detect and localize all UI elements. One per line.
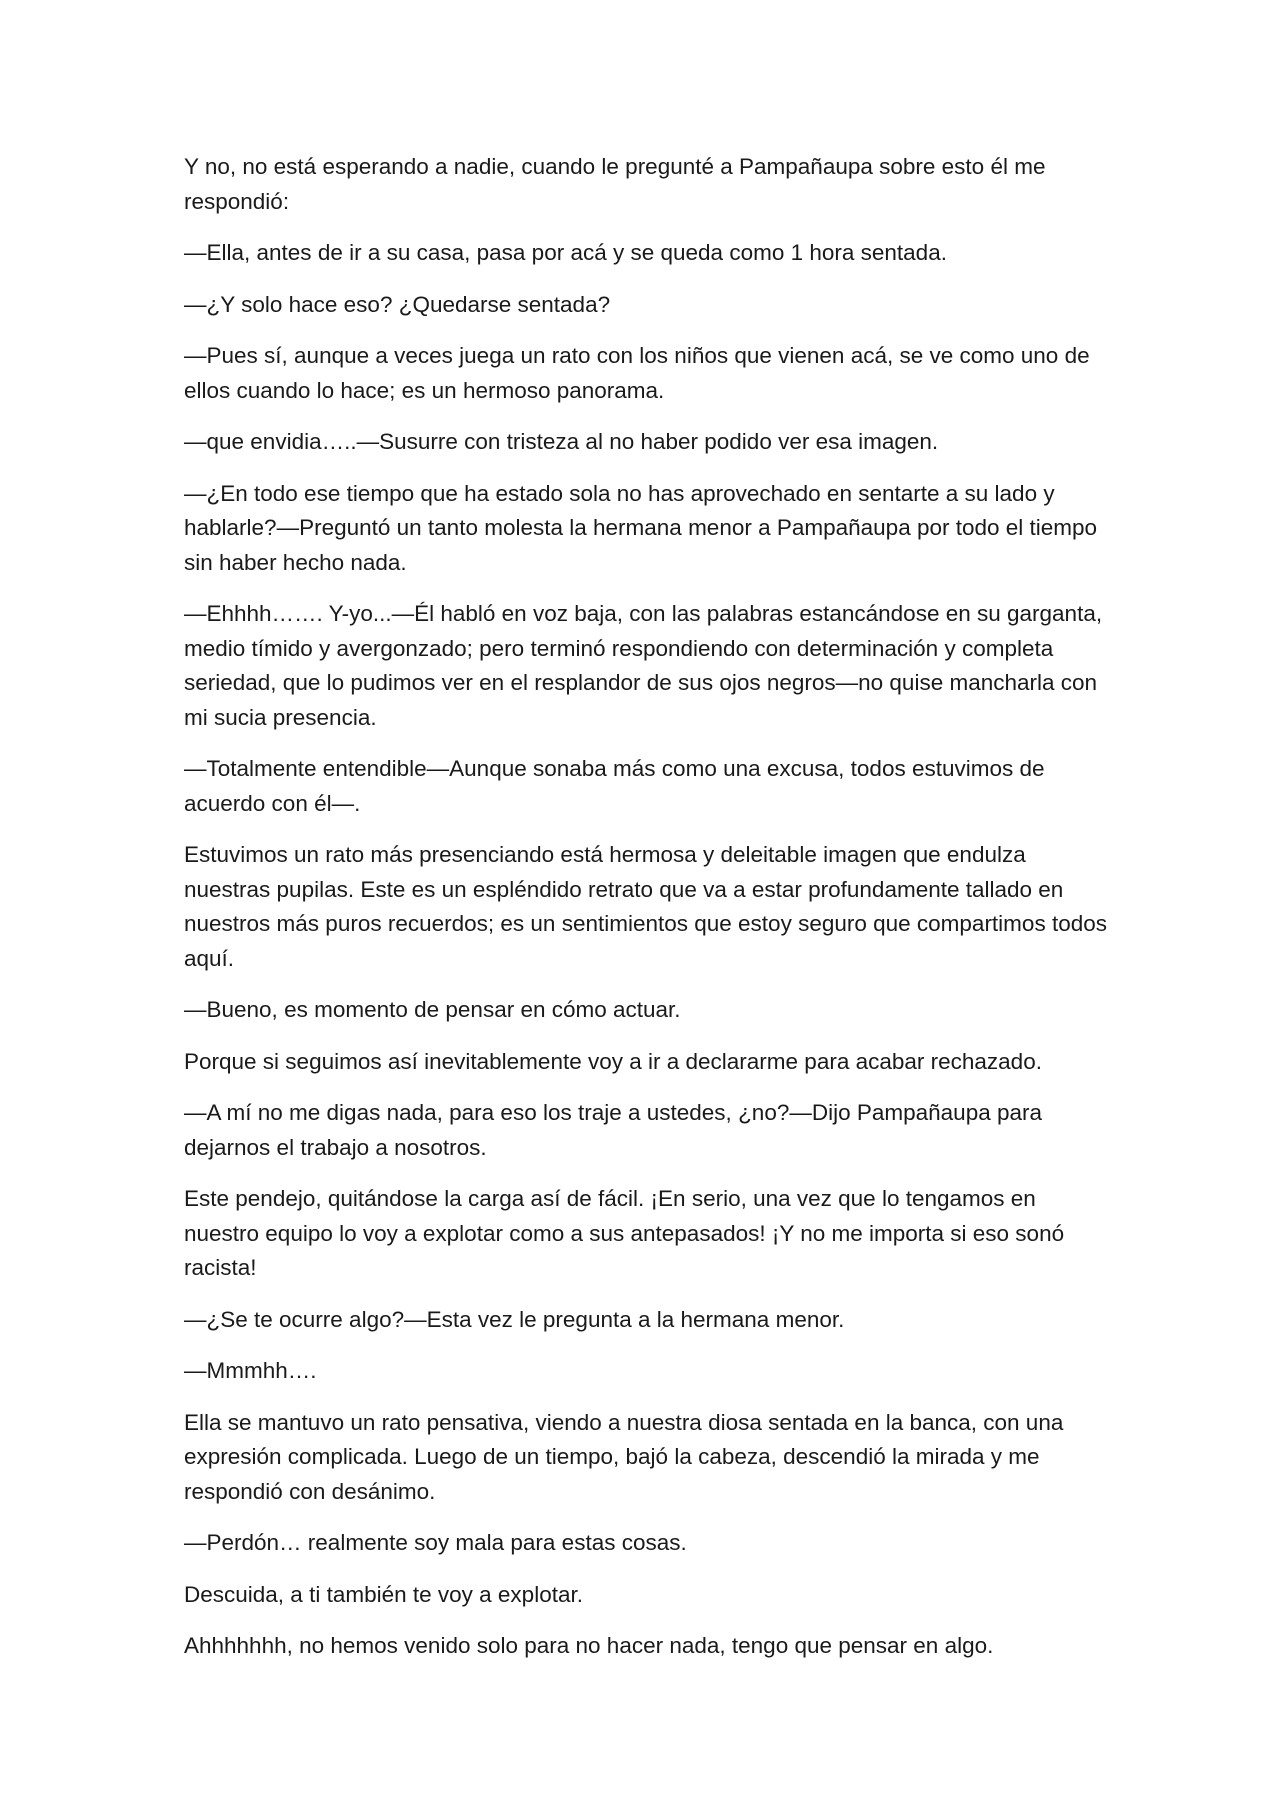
- paragraph: Porque si seguimos así inevitablemente voy a ir a declararme para acabar rechazado.: [184, 1048, 1042, 1074]
- paragraph: —¿Se te ocurre algo?—Esta vez le pregunta a la hermana menor.: [184, 1306, 845, 1332]
- paragraph: Este pendejo, quitándose la carga así de fácil. ¡En serio, una vez que lo tengamos en nuestro equipo lo voy a explotar como a sus antepasados! ¡Y no me importa si eso sonó racista!: [184, 1186, 1065, 1280]
- paragraph: —Totalmente entendible—Aunque sonaba más como una excusa, todos estuvimos de acuerdo con él—.: [184, 756, 1045, 816]
- paragraph: Estuvimos un rato más presenciando está hermosa y deleitable imagen que endulza nuestras pupilas. Este es un espléndido retrato que va a estar profundamente tallado en nuestros más puros recuerdos; es un sentimientos que estoy seguro que compartimos todos aquí.: [184, 842, 1107, 971]
- paragraph: —Ehhhh……. Y-yo...—Él habló en voz baja, con las palabras estancándose en su garganta, medio tímido y avergonzado; pero terminó respondiendo con determinación y completa seriedad, que lo pudimos ver en el resplandor de sus ojos negros—no quise mancharla con mi sucia presencia.: [184, 601, 1103, 730]
- paragraph: Ahhhhhhh, no hemos venido solo para no hacer nada, tengo que pensar en algo.: [184, 1633, 994, 1658]
- paragraph: —Perdón… realmente soy mala para estas cosas.: [184, 1530, 687, 1555]
- paragraph: —que envidia…..—Susurre con tristeza al no haber podido ver esa imagen.: [184, 429, 939, 454]
- paragraph: —A mí no me digas nada, para eso los traje a ustedes, ¿no?—Dijo Pampañaupa para dejarnos el trabajo a nosotros.: [184, 1100, 1042, 1160]
- paragraph: Descuida, a ti también te voy a explotar.: [184, 1581, 583, 1607]
- paragraph: —Bueno, es momento de pensar en cómo actuar.: [184, 997, 681, 1022]
- paragraph: —¿Y solo hace eso? ¿Quedarse sentada?: [184, 291, 611, 317]
- paragraph: Y no, no está esperando a nadie, cuando le pregunté a Pampañaupa sobre esto él me respondió:: [184, 154, 1046, 214]
- paragraph: —Mmmhh….: [184, 1358, 317, 1383]
- paragraph: —¿En todo ese tiempo que ha estado sola no has aprovechado en sentarte a su lado y hablarle?—Preguntó un tanto molesta la hermana menor a Pampañaupa por todo el tiempo sin haber hecho nada.: [184, 480, 1098, 575]
- paragraph: —Pues sí, aunque a veces juega un rato con los niños que vienen acá, se ve como uno de ellos cuando lo hace; es un hermoso panorama.: [184, 343, 1090, 403]
- document-body: [184, 150, 1114, 1681]
- paragraph: —Ella, antes de ir a su casa, pasa por acá y se queda como 1 hora sentada.: [184, 240, 947, 265]
- paragraph: Ella se mantuvo un rato pensativa, viendo a nuestra diosa sentada en la banca, con una expresión complicada. Luego de un tiempo, bajó la cabeza, descendió la mirada y me respondió con desánimo.: [184, 1409, 1064, 1504]
